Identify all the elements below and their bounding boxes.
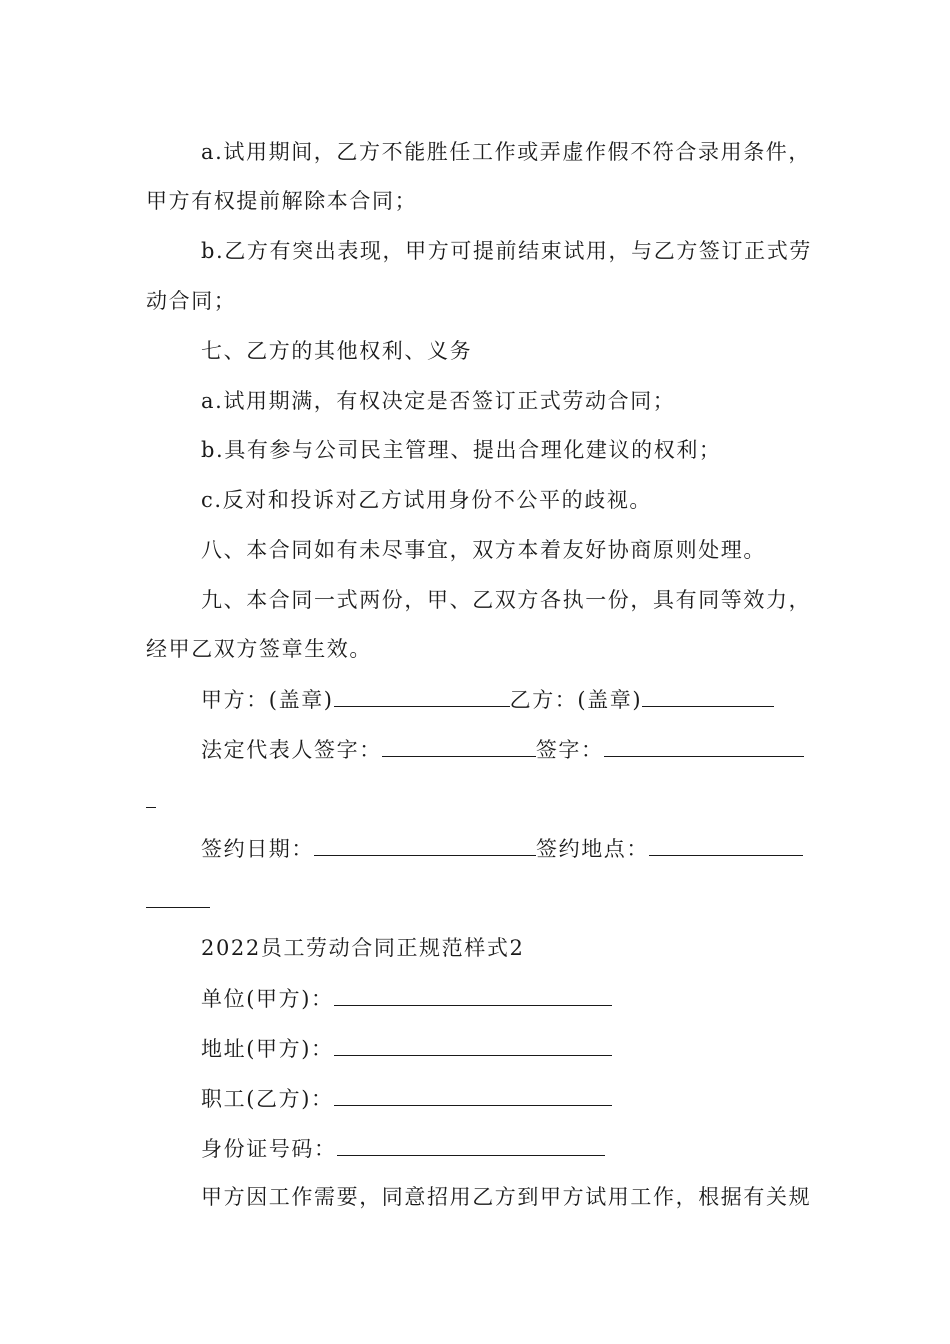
party-b-seal-label: 乙方：(盖章) [509,688,643,712]
signing-place-blank-continued [146,906,210,908]
sign-blank[interactable] [604,734,804,757]
section-seven-item-c: c.反对和投诉对乙方试用身份不公平的歧视。 [201,488,653,512]
unit-blank[interactable] [334,983,612,1006]
section-nine-line2: 经甲乙双方签章生效。 [146,637,372,661]
section-seven-heading: 七、乙方的其他权利、义务 [201,339,473,363]
id-number-blank[interactable] [337,1133,605,1156]
party-a-seal-blank[interactable] [334,684,510,707]
sign-label: 签字： [535,738,604,762]
party-signature-row [201,684,774,715]
clause-a-probation-line1: a.试用期间，乙方不能胜任工作或弄虚作假不符合录用条件， [201,140,811,164]
clause-b-outstanding-line1: b.乙方有突出表现，甲方可提前结束试用，与乙方签订正式劳 [201,239,812,263]
legal-rep-label: 法定代表人签字： [201,738,382,762]
id-number-label: 身份证号码： [201,1137,337,1161]
address-row [201,1033,612,1064]
unit-label: 单位(甲方)： [201,987,334,1011]
contract2-intro: 甲方因工作需要，同意招用乙方到甲方试用工作，根据有关规 [201,1185,812,1209]
section-seven-item-b: b.具有参与公司民主管理、提出合理化建议的权利； [201,438,722,462]
address-label: 地址(甲方)： [201,1037,334,1061]
signing-date-label: 签约日期： [201,837,314,861]
clause-b-outstanding-line2: 动合同； [146,289,237,313]
party-a-seal-label: 甲方：(盖章) [201,688,334,712]
sign-blank-continued [146,806,156,808]
employee-label: 职工(乙方)： [201,1087,334,1111]
section-eight: 八、本合同如有未尽事宜，双方本着友好协商原则处理。 [201,538,766,562]
id-number-row [201,1133,605,1164]
contract2-title: 2022员工劳动合同正规范样式2 [201,936,525,960]
legal-rep-signature-row [201,734,804,765]
signing-place-blank[interactable] [649,833,803,856]
date-place-row [201,833,803,864]
party-b-seal-blank[interactable] [642,684,774,707]
unit-row [201,983,612,1014]
clause-a-probation-line2: 甲方有权提前解除本合同； [146,189,418,213]
section-nine-line1: 九、本合同一式两份，甲、乙双方各执一份，具有同等效力， [201,588,812,612]
employee-row [201,1083,612,1114]
employee-blank[interactable] [334,1083,612,1106]
legal-rep-blank[interactable] [382,734,536,757]
section-seven-item-a: a.试用期满，有权决定是否签订正式劳动合同； [201,389,676,413]
address-blank[interactable] [334,1033,612,1056]
signing-place-label: 签约地点： [536,837,649,861]
signing-date-blank[interactable] [314,833,536,856]
